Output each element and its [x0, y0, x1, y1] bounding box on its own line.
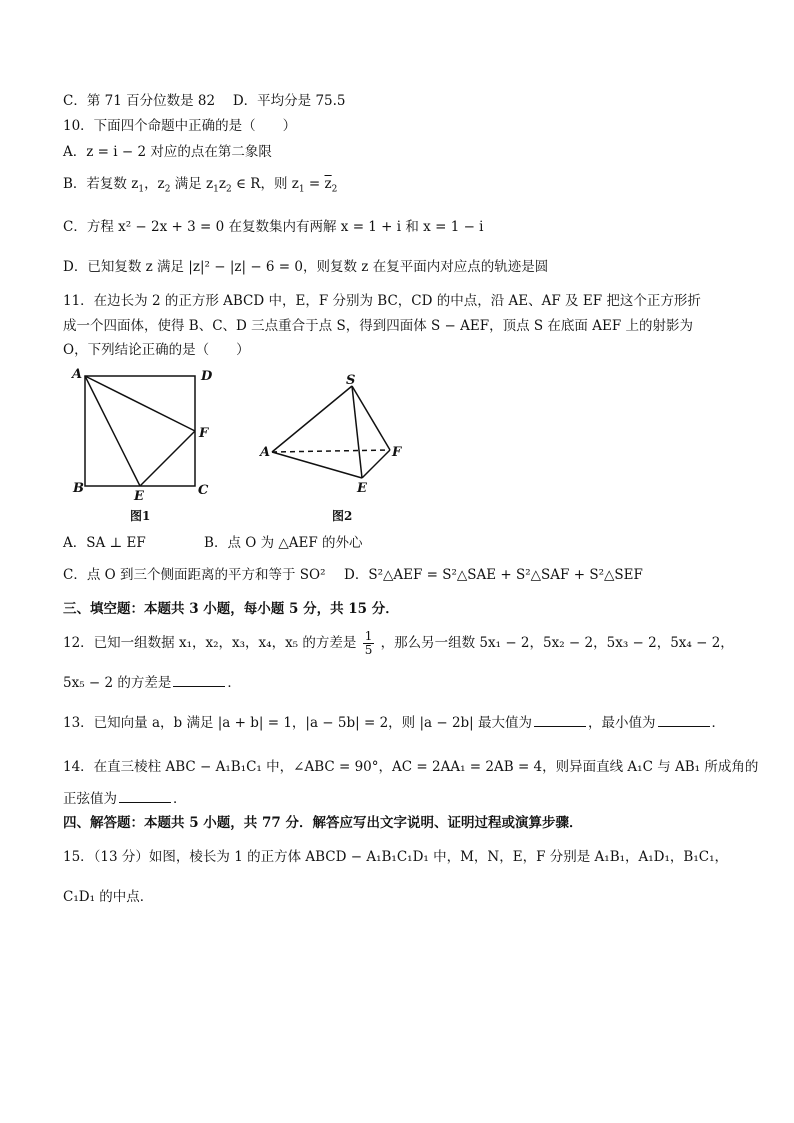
q12-line1: 12．已知一组数据 x₁，x₂，x₃，x₄，x₅ 的方差是 $\frac{1}{5}$ ，那么另一组数 5x₁ − 2，5x₂ − 2，5x₃ − 2，5x₄ − 2， [63, 629, 734, 657]
q9-option-c: C．第 71 百分位数是 82 D．平均分是 75.5 [63, 93, 346, 109]
fig2-label-a: A [260, 445, 271, 460]
q11-option-d: D．S²△AEF = S²△SAE + S²△SAF + S²△SEF [344, 567, 643, 583]
q12-line2: 5x₅ − 2 的方差是 ． [63, 675, 241, 691]
q11-stem-line2: 成一个四面体，使得 B、C、D 三点重合于点 S，得到四面体 S − AEF，顶点 S 在底面 AEF 上的射影为 [63, 318, 693, 334]
fig1-caption: 图1 [130, 509, 151, 523]
fig2-label-s: S [346, 373, 356, 388]
q14-line2: 正弦值为 ． [63, 791, 187, 807]
q10-option-b: B．若复数 $z_1$，$z_2$ 满足 $z_1z_2$ ∈ R，则 $z_1 = \overline{z}_2$ [63, 176, 338, 195]
fig2-label-e: E [357, 481, 367, 496]
fig1-label-a: A [72, 367, 83, 382]
fig1-label-e: E [134, 489, 144, 504]
q12-answer-blank[interactable] [173, 674, 225, 687]
q15-line2: C₁D₁ 的中点． [63, 889, 154, 905]
q13-min-blank[interactable] [658, 714, 710, 727]
figure-1-square [64, 362, 234, 527]
section-4-heading: 四、解答题：本题共 5 小题，共 77 分．解答应写出文字说明、证明过程或演算步骤． [63, 815, 583, 831]
q10-option-d: D．已知复数 z 满足 |z|² − |z| − 6 = 0，则复数 z 在复平面内对应点的轨迹是圆 [63, 259, 549, 275]
figure-2-tetrahedron [258, 368, 418, 528]
q11-stem-line3: O，下列结论正确的是（ ） [63, 342, 250, 358]
q12-fraction: $\frac{1}{5}$ [364, 629, 373, 657]
fig1-label-b: B [73, 481, 84, 496]
q15-line1: 15．（13 分）如图，棱长为 1 的正方体 ABCD − A₁B₁C₁D₁ 中，M，N，E，F 分别是 A₁B₁，A₁D₁，B₁C₁， [63, 849, 728, 865]
q11-option-c: C．点 O 到三个侧面距离的平方和等于 SO² [63, 567, 326, 583]
section-3-heading: 三、填空题：本题共 3 小题，每小题 5 分，共 15 分． [63, 601, 399, 617]
q11-options-ab: A．SA ⊥ EF B．点 O 为 △AEF 的外心 [63, 535, 363, 551]
q14-line1: 14．在直三棱柱 ABC − A₁B₁C₁ 中，∠ABC = 90°，AC = 2AA₁ = 2AB = 4，则异面直线 A₁C 与 AB₁ 所成角的 [63, 759, 759, 775]
q10-option-c: C．方程 x² − 2x + 3 = 0 在复数集内有两解 x = 1 + i 和 x = 1 − i [63, 219, 484, 235]
q13-max-blank[interactable] [534, 714, 586, 727]
fig1-label-d: D [201, 369, 213, 384]
q10-stem: 10．下面四个命题中正确的是（ ） [63, 118, 297, 134]
q10-option-a: A．z = i − 2 对应的点在第二象限 [63, 144, 272, 160]
fig1-label-f: F [199, 426, 209, 441]
q14-answer-blank[interactable] [119, 790, 171, 803]
q13: 13．已知向量 a，b 满足 |a + b| = 1，|a − 5b| = 2，则 |a − 2b| 最大值为 ，最小值为 ． [63, 715, 726, 731]
fig1-label-c: C [198, 483, 209, 498]
q11-stem-line1: 11．在边长为 2 的正方形 ABCD 中，E，F 分别为 BC，CD 的中点，沿 AE、AF 及 EF 把这个正方形折 [63, 293, 701, 309]
fig2-label-f: F [392, 445, 402, 460]
fig2-caption: 图2 [332, 509, 353, 523]
